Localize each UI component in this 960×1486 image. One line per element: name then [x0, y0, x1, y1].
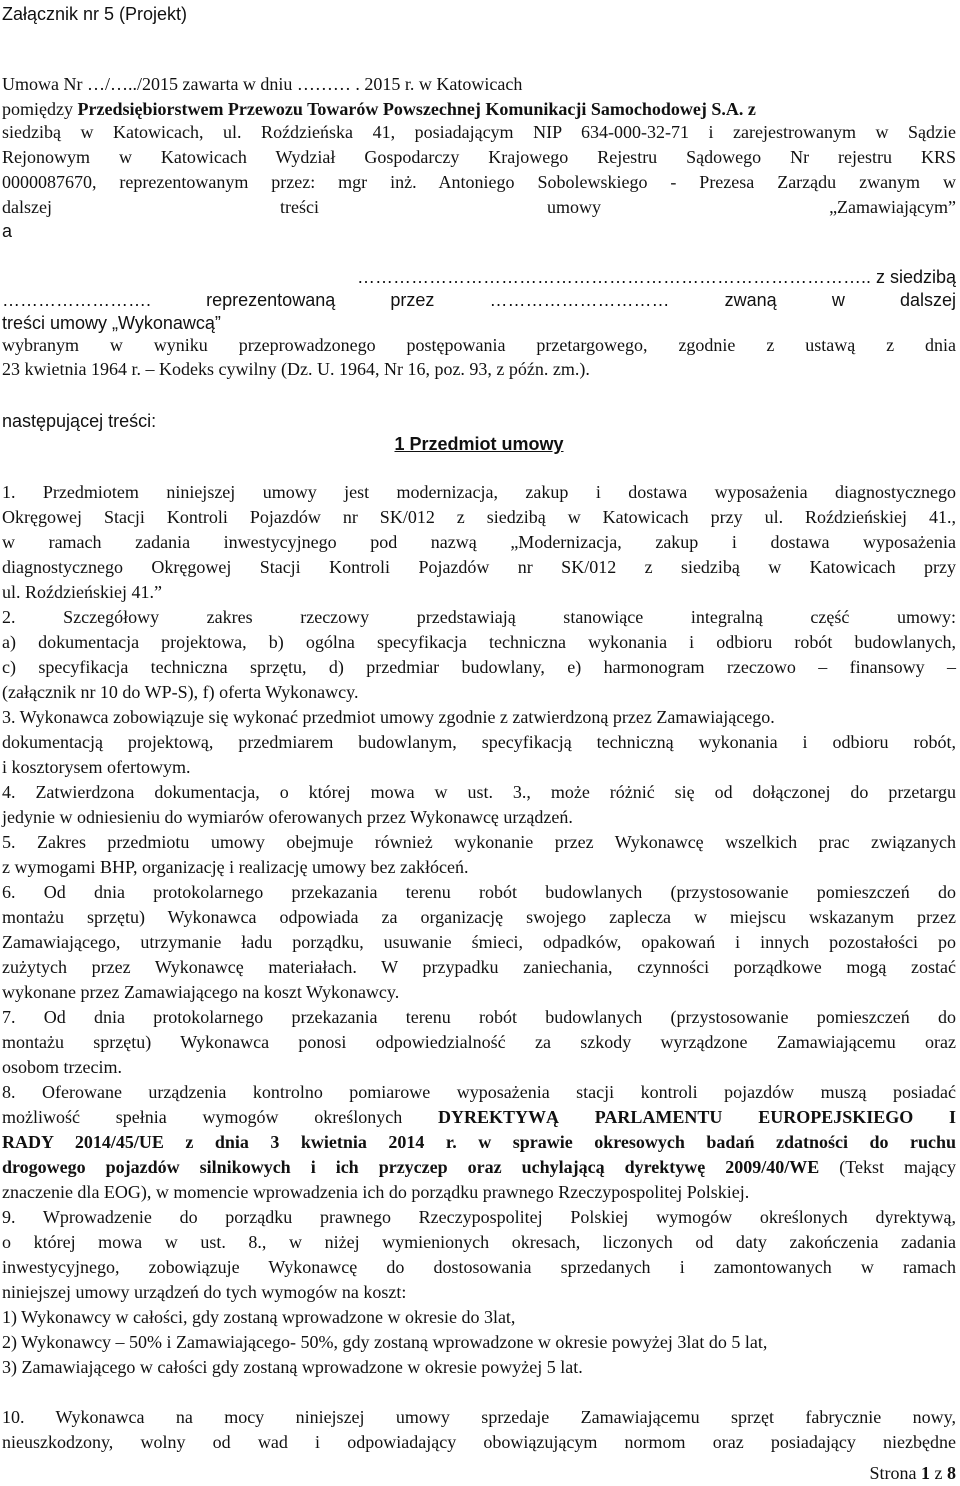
paragraph-line: nieuszkodzony, wolny od wad i odpowiadający obowiązującym normom oraz posiadający niezbędne: [2, 1432, 956, 1452]
paragraph-line: 7. Od dnia protokolarnego przekazania terenu robót budowlanych (przystosowanie pomieszczeń do: [2, 1007, 956, 1027]
contract-intro-line: treści umowy „Wykonawcą”: [2, 313, 221, 333]
paragraph-line: i kosztorysem ofertowym.: [2, 757, 191, 777]
paragraph-line: c) specyfikacja techniczna sprzętu, d) przedmiar budowlany, e) harmonogram rzeczowo – finansowy –: [2, 657, 956, 677]
contract-intro-line: Rejonowym w Katowicach Wydział Gospodarczy Krajowego Rejestru Sądowego Nr rejestru KRS: [2, 147, 956, 167]
contract-intro-line: ………………………………………………………………………….. z siedzibą: [356, 267, 956, 287]
paragraph-line: montażu sprzętu) Wykonawca odpowiada za organizację swojego zaplecza w miejscu wskazanym przez: [2, 907, 956, 927]
paragraph-line: zużytych przez Wykonawcę materiałach. W przypadku zaniechania, czynności porządkowe mogą zostać: [2, 957, 956, 977]
paragraph-line: diagnostycznego Okręgowej Stacji Kontroli Pojazdów nr SK/012 z siedzibą w Katowicach przy: [2, 557, 956, 577]
paragraph-line: (załącznik nr 10 do WP-S), f) oferta Wykonawcy.: [2, 682, 359, 702]
paragraph-line: 4. Zatwierdzona dokumentacja, o której mowa w ust. 3., może różnić się od dołączonej do przetargu: [2, 782, 956, 802]
contract-intro-line: 0000087670, reprezentowanym przez: mgr inż. Antoniego Sobolewskiego - Prezesa Zarządu zwanym w: [2, 172, 956, 192]
paragraph-line: a) dokumentacja projektowa, b) ogólna specyfikacja techniczna wykonania i odbioru robót budowlanych,: [2, 632, 956, 652]
contract-title-line: Umowa Nr …/…../2015 zawarta w dniu ……… . 2015 r. w Katowicach: [2, 74, 523, 94]
paragraph-line: dokumentacją projektową, przedmiarem budowlanym, specyfikacją techniczną wykonania i odbioru robót,: [2, 732, 956, 752]
contract-intro-line: 23 kwietnia 1964 r. – Kodeks cywilny (Dz. U. 1964, Nr 16, poz. 93, z późn. zm.).: [2, 359, 590, 379]
paragraph-line: niniejszej umowy urządzeń do tych wymogów na koszt:: [2, 1282, 407, 1302]
paragraph-line: 9. Wprowadzenie do porządku prawnego Rzeczypospolitej Polskiej wymogów określonych dyrektywą,: [2, 1207, 956, 1227]
section-heading: 1 Przedmiot umowy: [394, 434, 564, 454]
paragraph-line: RADY 2014/45/UE z dnia 3 kwietnia 2014 r. w sprawie okresowych badań zdatności do ruchu: [2, 1132, 956, 1152]
paragraph-line: wykonane przez Zamawiającego na koszt Wykonawcy.: [2, 982, 400, 1002]
paragraph-line: o której mowa w ust. 8., w niżej wymienionych okresach, liczonych od daty zakończenia zadania: [2, 1232, 956, 1252]
list-item: 2) Wykonawcy – 50% i Zamawiającego- 50%, gdy zostaną wprowadzone w okresie powyżej 3lat do 5 lat,: [2, 1332, 768, 1352]
paragraph-line: 2. Szczegółowy zakres rzeczowy przedstawiają stanowiące integralną część umowy:: [2, 607, 956, 627]
list-item: 3) Zamawiającego w całości gdy zostaną wprowadzone w okresie powyżej 5 lat.: [2, 1357, 583, 1377]
paragraph-line: z wymogami BHP, organizację i realizację umowy bez zakłóceń.: [2, 857, 469, 877]
paragraph-line: drogowego pojazdów silnikowych i ich przyczep oraz uchylającą dyrektywę 2009/40/WE (Tekst mający: [2, 1157, 956, 1177]
paragraph-line: 5. Zakres przedmiotu umowy obejmuje również wykonanie przez Wykonawcę wszelkich prac związanych: [2, 832, 956, 852]
paragraph-line: znaczenie dla EOG), w momencie wprowadzenia ich do porządku prawnego Rzeczypospolitej Polskiej.: [2, 1182, 750, 1202]
paragraph-line: możliwość spełnia wymogów określonych DYREKTYWĄ PARLAMENTU EUROPEJSKIEGO I: [2, 1107, 956, 1127]
paragraph-line: Zamawiającego, utrzymanie ładu porządku, usuwanie śmieci, odpadków, opakowań i innych pozostałości po: [2, 932, 956, 952]
paragraph-line: 3. Wykonawca zobowiązuje się wykonać przedmiot umowy zgodnie z zatwierdzoną przez Zamawiającego.: [2, 707, 775, 727]
annex-header: Załącznik nr 5 (Projekt): [2, 4, 188, 24]
page-number: Strona 1 z 8: [869, 1463, 956, 1483]
contract-intro-line: ……………………. reprezentowaną przez ………………………… zwaną w dalszej: [2, 290, 956, 310]
paragraph-line: 1. Przedmiotem niniejszej umowy jest modernizacja, zakup i dostawa wyposażenia diagnostycznego: [2, 482, 956, 502]
paragraph-line: w ramach zadania inwestycyjnego pod nazwą „Modernizacja, zakup i dostawa wyposażenia: [2, 532, 956, 552]
contract-intro-line: dalszej treści umowy „Zamawiającym”: [2, 197, 956, 217]
paragraph-line: inwestycyjnego, zobowiązuje Wykonawcę do dostosowania sprzedanych i zamontowanych w ramach: [2, 1257, 956, 1277]
contract-intro-line: siedzibą w Katowicach, ul. Roździeńska 41, posiadającym NIP 634-000-32-71 i zarejestrowanym w Sądzie: [2, 122, 956, 142]
paragraph-line: 6. Od dnia protokolarnego przekazania terenu robót budowlanych (przystosowanie pomieszczeń do: [2, 882, 956, 902]
paragraph-line: 8. Oferowane urządzenia kontrolno pomiarowe wyposażenia stacji kontroli pojazdów muszą posiadać: [2, 1082, 956, 1102]
list-item: 1) Wykonawcy w całości, gdy zostaną wprowadzone w okresie do 3lat,: [2, 1307, 516, 1327]
paragraph-line: Okręgowej Stacji Kontroli Pojazdów nr SK/012 z siedzibą w Katowicach przy ul. Roździeńskiej 41.,: [2, 507, 956, 527]
contract-party-line: pomiędzy Przedsiębiorstwem Przewozu Towarów Powszechnej Komunikacji Samochodowej S.A. z: [2, 99, 756, 119]
paragraph-line: osobom trzecim.: [2, 1057, 122, 1077]
contract-intro-line: następującej treści:: [2, 411, 157, 431]
contract-intro-line: a: [2, 221, 13, 241]
paragraph-line: jedynie w odniesieniu do wymiarów oferowanych przez Wykonawcę urządzeń.: [2, 807, 573, 827]
contract-intro-line: wybranym w wyniku przeprowadzonego postępowania przetargowego, zgodnie z ustawą z dnia: [2, 335, 956, 355]
paragraph-line: ul. Roździeńskiej 41.”: [2, 582, 162, 602]
paragraph-line: 10. Wykonawca na mocy niniejszej umowy sprzedaje Zamawiającemu sprzęt fabrycznie nowy,: [2, 1407, 956, 1427]
paragraph-line: montażu sprzętu) Wykonawca ponosi odpowiedzialność za szkody wyrządzone Zamawiającemu oraz: [2, 1032, 956, 1052]
